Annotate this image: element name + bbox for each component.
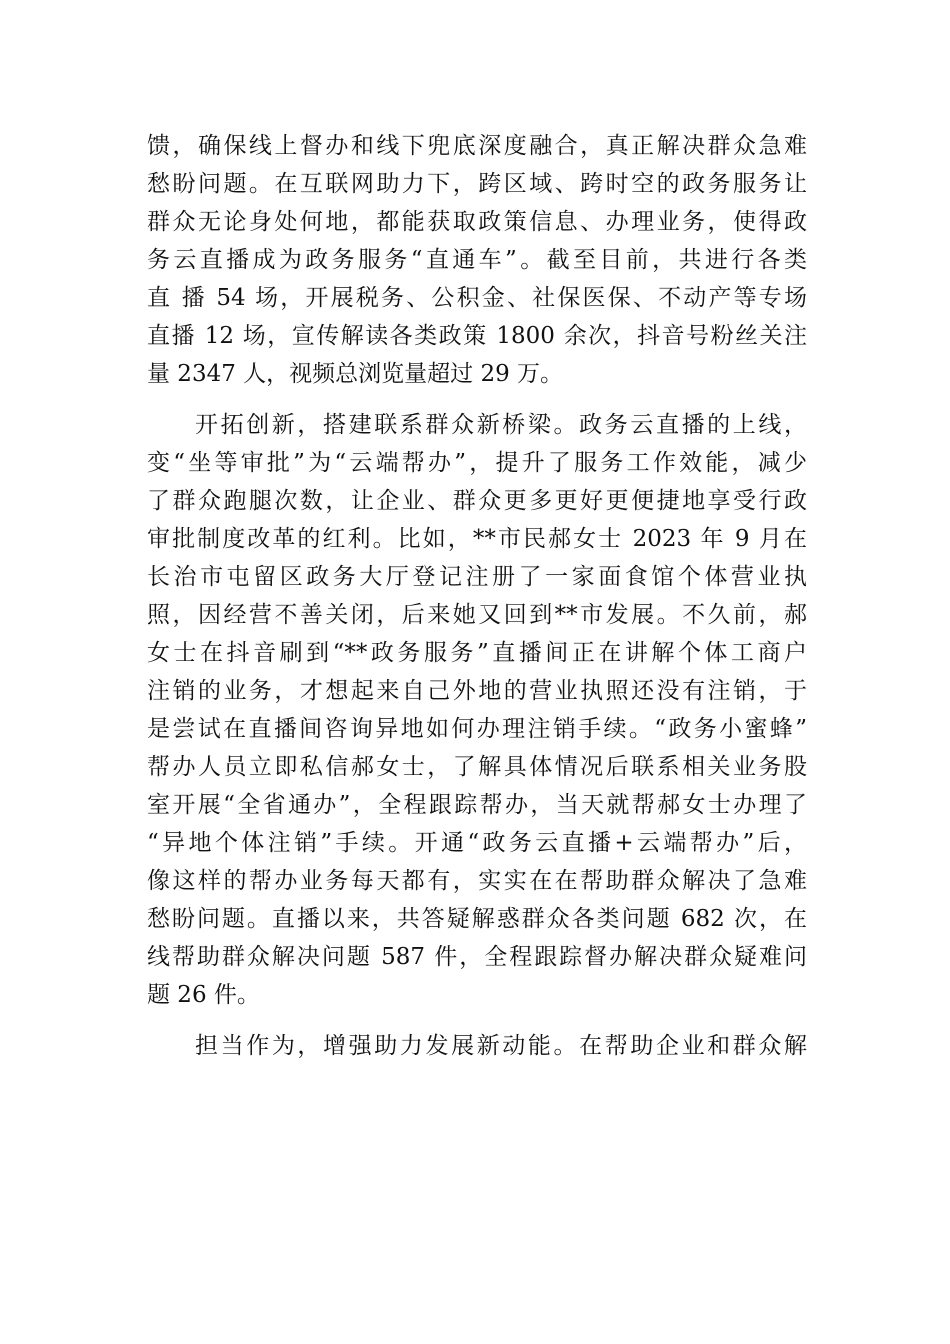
text-line: 愁盼问题。直播以来，共答疑解惑群众各类问题 682 次，在 (147, 906, 807, 932)
text-line: 帮办人员立即私信郝女士，了解具体情况后联系相关业务股 (147, 754, 807, 780)
text-line: 务云直播成为政务服务“直通车”。截至目前，共进行各类 (147, 247, 807, 273)
text-line: 照，因经营不善关闭，后来她又回到**市发展。不久前，郝 (147, 602, 807, 628)
text-line: 像这样的帮办业务每天都有，实实在在帮助群众解决了急难 (147, 868, 807, 894)
text-line: 直播 12 场，宣传解读各类政策 1800 余次，抖音号粉丝关注 (147, 323, 807, 349)
text-line: 室开展“全省通办”，全程跟踪帮办，当天就帮郝女士办理了 (147, 792, 807, 818)
text-line: 了群众跑腿次数，让企业、群众更多更好更便捷地享受行政 (147, 488, 807, 514)
text-line: 审批制度改革的红利。比如，**市民郝女士 2023 年 9 月在 (147, 526, 807, 552)
text-line: 变“坐等审批”为“云端帮办”，提升了服务工作效能，减少 (147, 450, 807, 476)
text-line: 馈，确保线上督办和线下兜底深度融合，真正解决群众急难 (147, 133, 807, 159)
paragraph-first-line: 担当作为，增强助力发展新动能。在帮助企业和群众解 (195, 1033, 807, 1059)
paragraph-first-line: 开拓创新，搭建联系群众新桥梁。政务云直播的上线， (195, 412, 807, 438)
text-line: 长治市屯留区政务大厅登记注册了一家面食馆个体营业执 (147, 564, 807, 590)
text-line: 直 播 54 场，开展税务、公积金、社保医保、不动产等专场 (147, 285, 807, 311)
text-line: 题 26 件。 (147, 982, 260, 1008)
text-line: “异地个体注销”手续。开通“政务云直播+云端帮办”后， (147, 830, 807, 856)
text-line: 线帮助群众解决问题 587 件，全程跟踪督办解决群众疑难问 (147, 944, 807, 970)
text-line: 是尝试在直播间咨询异地如何办理注销手续。“政务小蜜蜂” (147, 716, 807, 742)
text-line: 愁盼问题。在互联网助力下，跨区域、跨时空的政务服务让 (147, 171, 807, 197)
text-line: 群众无论身处何地，都能获取政策信息、办理业务，使得政 (147, 209, 807, 235)
text-line: 注销的业务，才想起来自己外地的营业执照还没有注销，于 (147, 678, 807, 704)
text-line: 女士在抖音刷到“**政务服务”直播间正在讲解个体工商户 (147, 640, 807, 666)
text-line: 量 2347 人，视频总浏览量超过 29 万。 (147, 361, 564, 387)
